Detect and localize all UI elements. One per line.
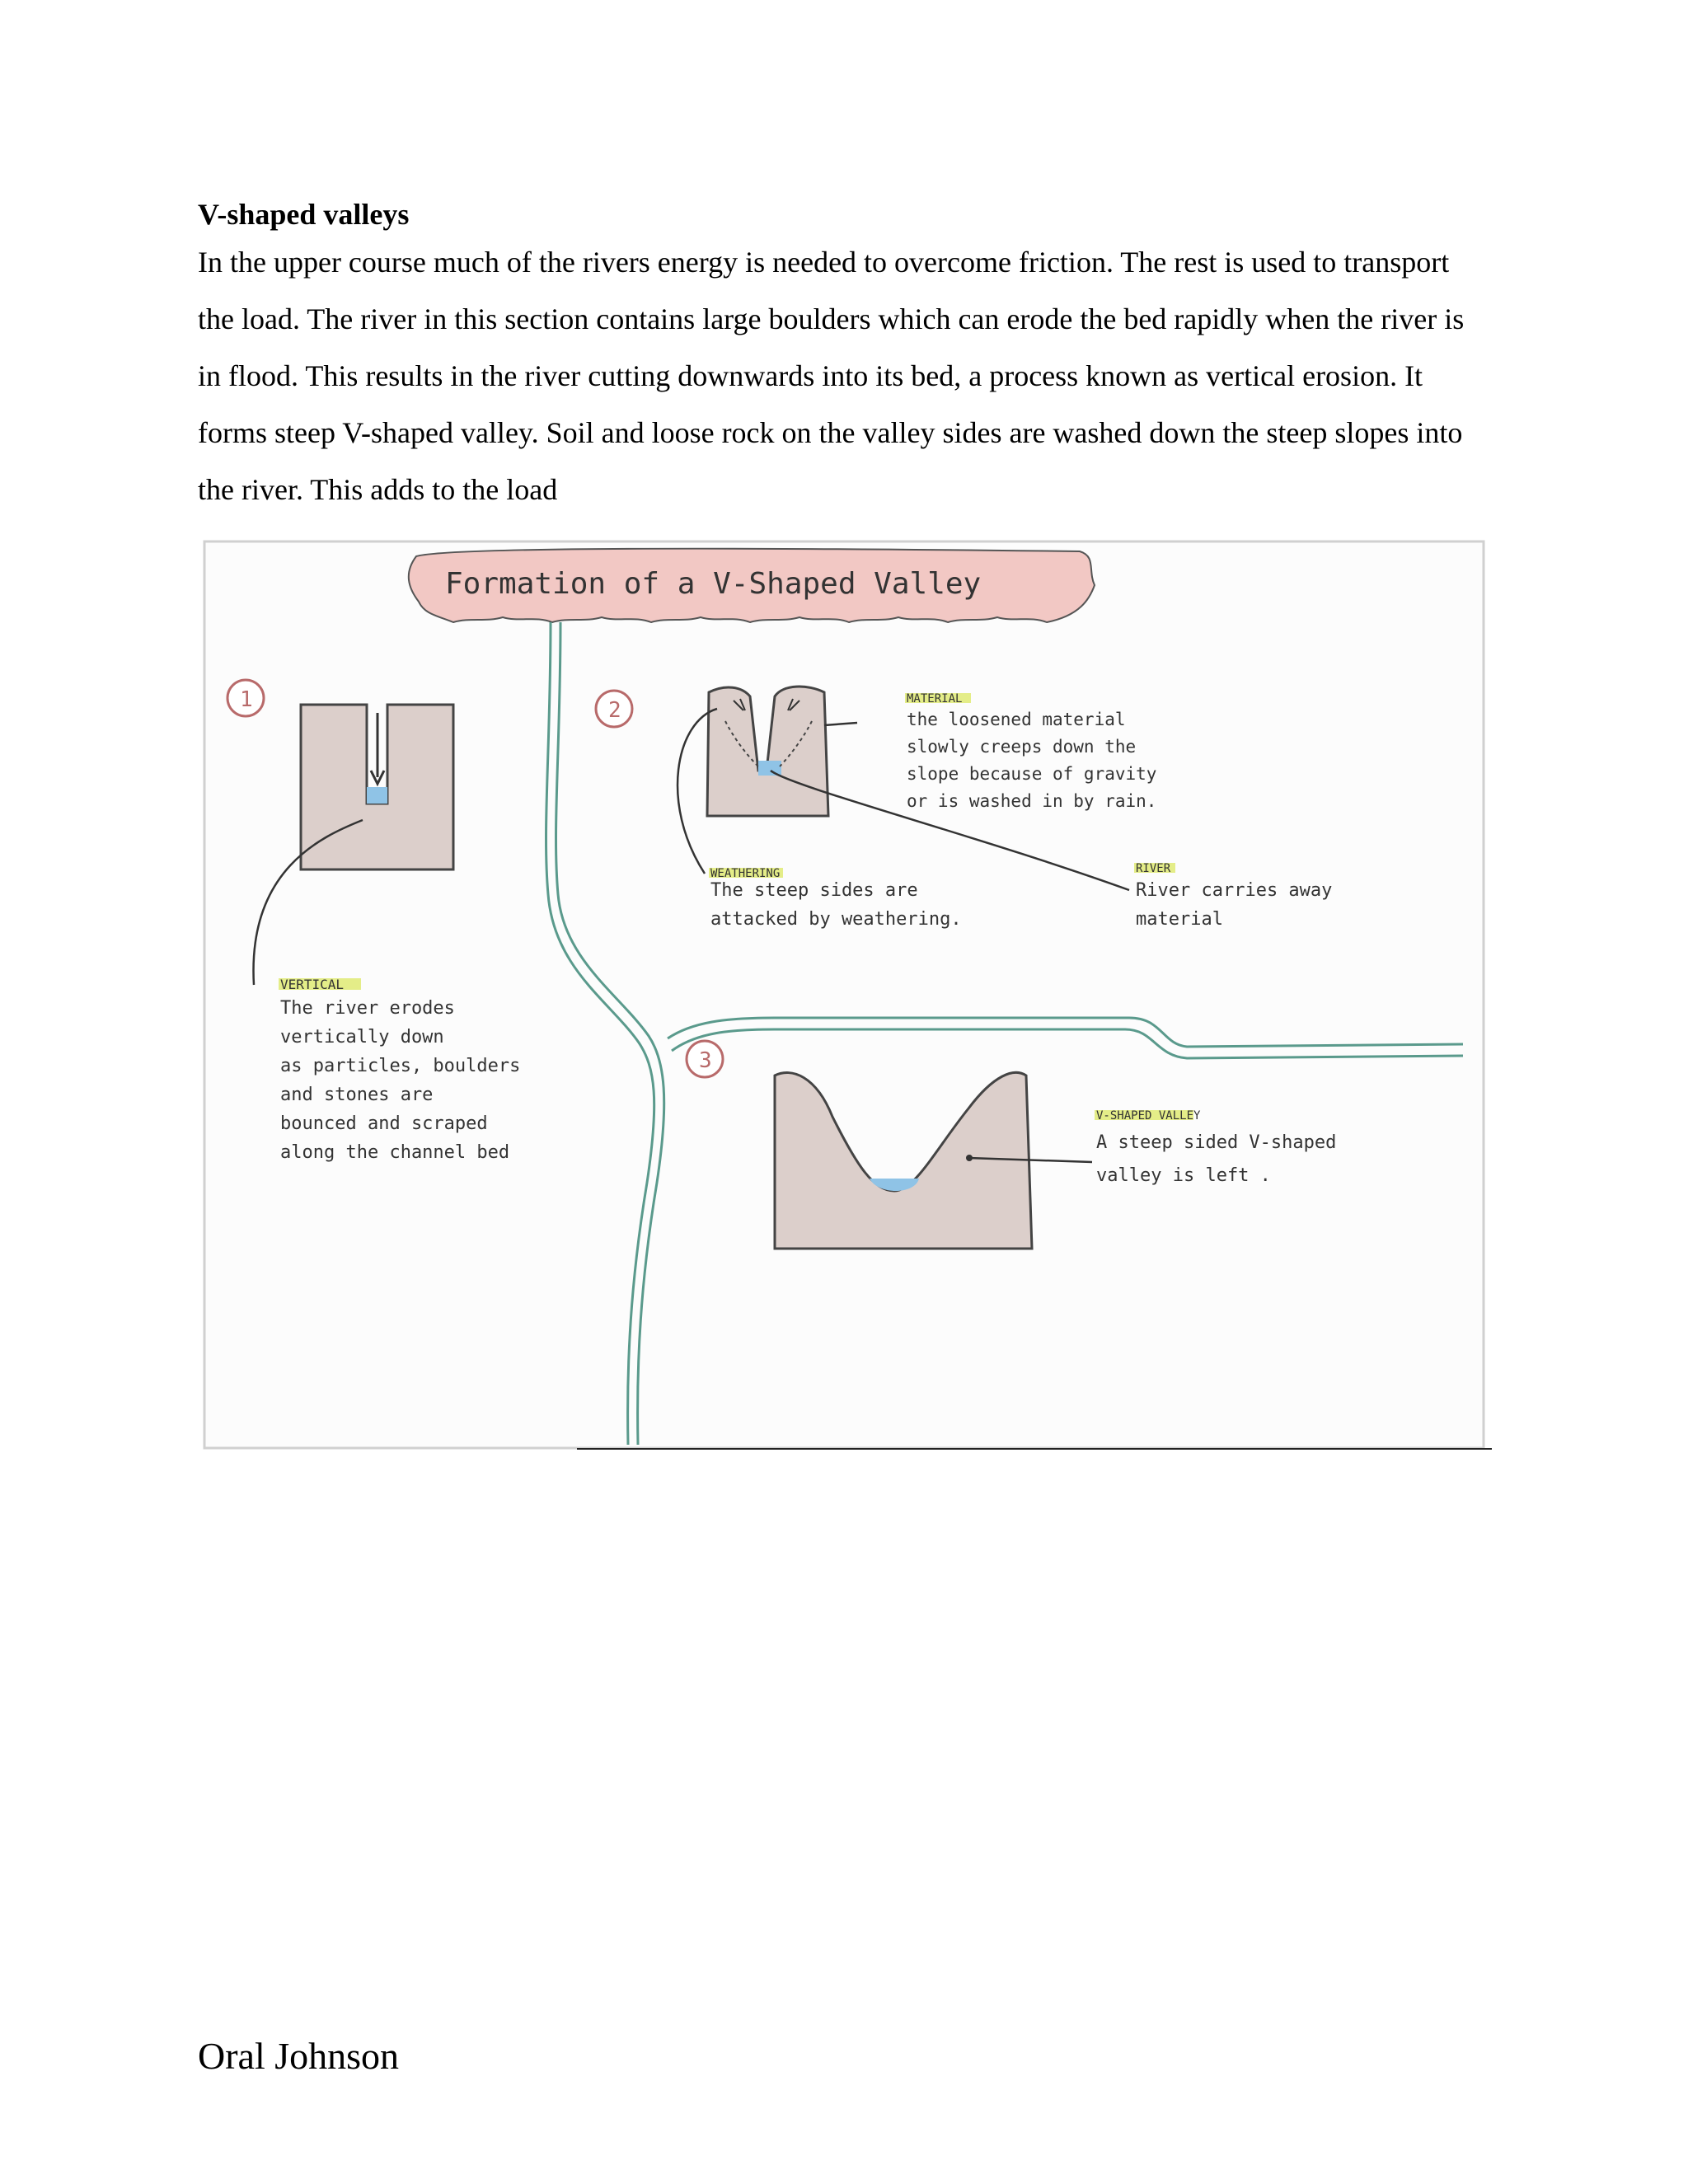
svg-text:bounced and scraped: bounced and scraped [280,1113,488,1134]
step-1-number: 1 [240,687,253,712]
svg-text:attacked by weathering.: attacked by weathering. [710,909,962,930]
svg-text:slowly creeps down the: slowly creeps down the [907,737,1137,757]
title-banner [409,549,1095,622]
svg-text:The river erodes: The river erodes [280,998,455,1019]
svg-text:valley is left .: valley is left . [1096,1165,1271,1186]
step-2-water [758,761,781,776]
svg-text:vertically down: vertically down [280,1027,444,1047]
svg-text:or is washed in by rain.: or is washed in by rain. [907,791,1157,811]
svg-text:The steep sides are: The steep sides are [710,880,918,901]
svg-text:River carries away: River carries away [1136,880,1333,901]
step-3-number: 3 [699,1048,712,1073]
material-keyword: MATERIAL [907,692,963,705]
svg-text:material: material [1136,909,1223,930]
diagram-title: Formation of a V-Shaped Valley [445,567,982,601]
step-1-water [367,787,387,804]
river-keyword: RIVER [1136,862,1171,875]
step-1-keyword: VERTICAL [280,977,345,992]
diagram-frame [204,541,1484,1448]
author-name: Oral Johnson [198,2035,400,2077]
svg-text:along the channel bed: along the channel bed [280,1142,510,1163]
weathering-keyword: WEATHERING [710,867,781,880]
step-2-number: 2 [608,698,621,723]
svg-text:the loosened material: the loosened material [907,710,1126,729]
svg-text:A steep sided V-shaped: A steep sided V-shaped [1096,1132,1337,1153]
svg-text:and stones are: and stones are [280,1085,434,1105]
v-shaped-valley-diagram [198,540,1492,1467]
body-paragraph: In the upper course much of the rivers energy is needed to overcome friction. The rest is used to transport the load. The river in this section contains large boulders which can erode the bed rapidly when the river is in flood. This results in the river cutting downwards into its bed, a process known as vertical erosion. It forms steep V-shaped valley. Soil and loose rock on the valley sides are washed down the steep slopes into the river. This adds to the load [198,246,1465,506]
svg-text:slope because of gravity: slope because of gravity [907,764,1157,784]
svg-text:as particles, boulders: as particles, boulders [280,1056,521,1076]
step-3-keyword: V-SHAPED VALLEY [1096,1109,1201,1122]
page-heading: V-shaped valleys [198,198,410,231]
